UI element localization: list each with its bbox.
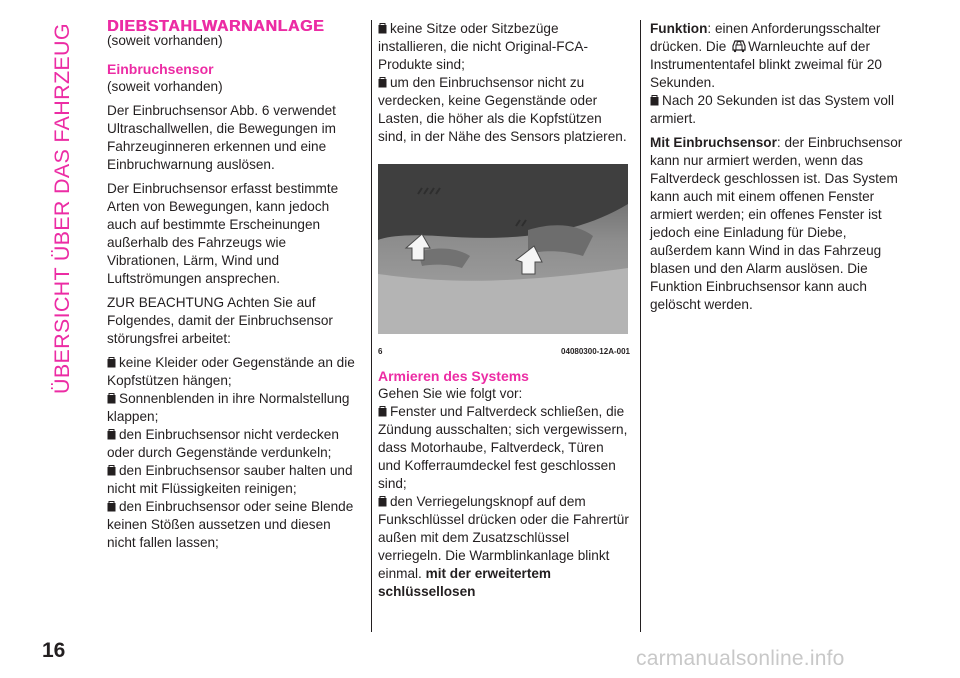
- paragraph-mit-einbruchsensor: Mit Einbruchsensor: der Einbruchsensor kann nur armiert werden, wenn das Faltverdeck geschlossen ist. Das System kann auch mit einem offenen Fenster armiert werden; ein offenes Fenster ist jedoch eine Einladung für Diebe, außerdem kann Wind in das Fahrzeug blasen und den Alarm auslösen. Die Funktion Einbruchsensor kann auch gelöscht werden.: [650, 135, 903, 312]
- bullet-icon: [378, 23, 387, 34]
- list-item: den Einbruchsensor oder seine Blende keinen Stößen aussetzen und diesen nicht fallen lassen;: [107, 499, 354, 550]
- paragraph-1: Der Einbruchsensor Abb. 6 verwendet Ultraschallwellen, die Bewegungen im Fahrzeuginneren erkennen und eine Einbruchwarnung auslösen.: [107, 103, 336, 172]
- sensor-photo: [378, 164, 628, 334]
- bullet-icon: [378, 496, 387, 507]
- column-2: [378, 20, 630, 601]
- list-item: den Einbruchsensor nicht verdecken oder durch Gegenstände verdunkeln;: [107, 427, 339, 460]
- bullet-icon: [107, 501, 116, 512]
- bullet-icon: [107, 429, 116, 440]
- column-divider-right: [640, 20, 641, 632]
- bullet-icon: [650, 95, 659, 106]
- paragraph-funktion: Funktion: einen Anforderungsschalter drücken. Die Warnleuchte auf der Instrumententafel blinkt zweimal für 20 Sekunden.: [650, 21, 882, 90]
- bullet-list-1: [107, 354, 357, 552]
- figure-intrusion-sensor: [378, 164, 628, 344]
- bullet-icon: [107, 357, 116, 368]
- bullet-icon: [107, 393, 116, 404]
- list-item: den Verriegelungsknopf auf dem Funkschlüssel drücken oder die Fahrertür außen mit dem Zusatzschlüssel verriegeln. Die Warmblinkanlage blinkt einmal. mit der erweitertem schlüssellosen: [378, 494, 629, 599]
- bullet-icon: [107, 465, 116, 476]
- column-1: [107, 32, 357, 552]
- list-item: keine Kleider oder Gegenstände an die Kopfstützen hängen;: [107, 355, 355, 388]
- title-note: (soweit vorhanden): [107, 33, 223, 48]
- figure-caption: [378, 347, 630, 357]
- section-title: DIEBSTAHLWARNANLAGE: [107, 18, 325, 35]
- paragraph-3: ZUR BEACHTUNG Achten Sie auf Folgendes, damit der Einbruchsensor störungsfrei arbeitet:: [107, 295, 333, 346]
- figure-number: 6: [378, 347, 383, 356]
- subheading-einbruchsensor: Einbruchsensor: [107, 61, 214, 77]
- intro-text: Gehen Sie wie folgt vor:: [378, 386, 523, 401]
- list-item: um den Einbruchsensor nicht zu verdecken, keine Gegenstände oder Lasten, die höher als die Kopfstützen sind, in der Nähe des Sensors platzieren.: [378, 75, 627, 144]
- list-item: Nach 20 Sekunden ist das System voll armiert.: [650, 93, 894, 126]
- list-item: Fenster und Faltverdeck schließen, die Zündung ausschalten; sich vergewissern, dass Motorhaube, Faltverdeck, Türen und Kofferraumdeckel fest geschlossen sind;: [378, 404, 628, 491]
- subheading-note: (soweit vorhanden): [107, 79, 223, 94]
- column-divider-left: [371, 20, 372, 632]
- figure-code: 04080300-12A-001: [561, 347, 630, 356]
- watermark-text: carmanualsonline.info: [636, 647, 845, 670]
- list-item: Sonnenblenden in ihre Normalstellung klappen;: [107, 391, 350, 424]
- bullet-icon: [378, 406, 387, 417]
- column-3: [650, 20, 906, 320]
- bullet-icon: [378, 77, 387, 88]
- page-number: 16: [42, 639, 66, 662]
- chapter-side-tab: ÜBERSICHT ÜBER DAS FAHRZEUG: [50, 23, 74, 394]
- list-item: keine Sitze oder Sitzbezüge installieren, die nicht Original-FCA-Produkte sind;: [378, 21, 589, 72]
- subheading-armieren: Armieren des Systems: [378, 368, 529, 384]
- car-lock-icon: [730, 38, 748, 53]
- paragraph-2: Der Einbruchsensor erfasst bestimmte Arten von Bewegungen, kann jedoch auch auf bestimmte Erscheinungen außerhalb des Fahrzeugs wie Vibrationen, Lärm, Wind und Luftströmungen ansprechen.: [107, 181, 339, 286]
- list-item: den Einbruchsensor sauber halten und nicht mit Flüssigkeiten reinigen;: [107, 463, 353, 496]
- bold-continuation: mit der erweitertem schlüssellosen: [378, 566, 552, 599]
